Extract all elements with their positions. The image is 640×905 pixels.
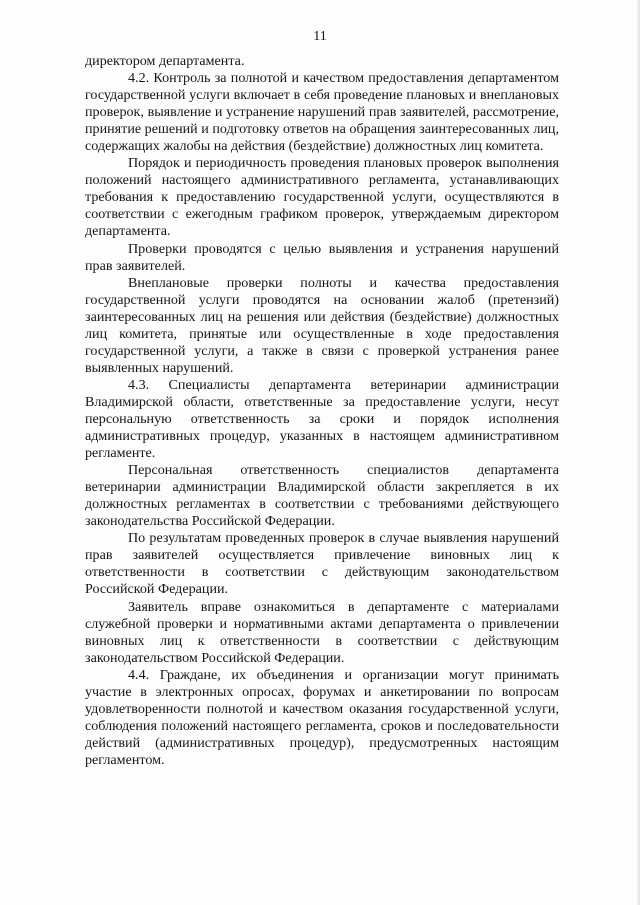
document-body — [85, 53, 559, 769]
paragraph-planned-checks: Порядок и периодичность проведения плановых проверок выполнения положений настоящего административного регламента, устанавливающих требования к предоставлению государственной услуги, осуществляются в соответствии с ежегодным графиком проверок, утверждаемым директором департамента. — [85, 155, 559, 240]
paragraph-checks-purpose: Проверки проводятся с целью выявления и устранения нарушений прав заявителей. — [85, 240, 559, 274]
paragraph-4-3: 4.3. Специалисты департамента ветеринарии администрации Владимирской области, ответственные за предоставление услуги, несут персональную ответственность за сроки и порядок исполнения административных процедур, указанных в настоящем административном регламенте. — [85, 376, 559, 462]
paragraph-4-4: 4.4. Граждане, их объединения и организации могут принимать участие в электронных опросах, форумах и анкетировании по вопросам удовлетворенности полнотой и качеством оказания государственной услуги, соблюдения положений настоящего регламента, сроков и последовательности действий (административных процедур), предусмотренных настоящим регламентом. — [85, 666, 559, 768]
paragraph-check-results: По результатам проведенных проверок в случае выявления нарушений прав заявителей осуществляется привлечение виновных лиц к ответственности в соответствии с действующим законодательством Российской Федерации. — [85, 530, 559, 598]
page-number: 11 — [313, 29, 327, 44]
paragraph-4-2: 4.2. Контроль за полнотой и качеством предоставления департаментом государственной услуги включает в себя проведение плановых и внеплановых проверок, выявление и устранение нарушений прав заявителей, рассмотрение, принятие решений и подготовку ответов на обращения заинтересованных лиц, содержащих жалобы на действия (бездействие) должностных лиц комитета. — [85, 70, 559, 155]
paragraph-continuation: директором департамента. — [85, 53, 245, 69]
paragraph-personal-responsibility: Персональная ответственность специалистов департамента ветеринарии администрации Владимирской области закрепляется в их должностных регламентах в соответствии с требованиями действующего законодательства Российской Федерации. — [85, 462, 559, 530]
paragraph-unplanned-checks: Внеплановые проверки полноты и качества предоставления государственной услуги проводятся на основании жалоб (претензий) заинтересованных лиц на решения или действия (бездействие) должностных лиц комитета, принятые или осуществленные в ходе предоставления государственной услуги, а также в связи с проверкой устранения ранее выявленных нарушений. — [85, 274, 559, 376]
paragraph-applicant-rights: Заявитель вправе ознакомиться в департаменте с материалами служебной проверки и нормативными актами департамента о привлечении виновных лиц к ответственности в соответствии с действующим законодательством Российской Федерации. — [85, 598, 559, 666]
